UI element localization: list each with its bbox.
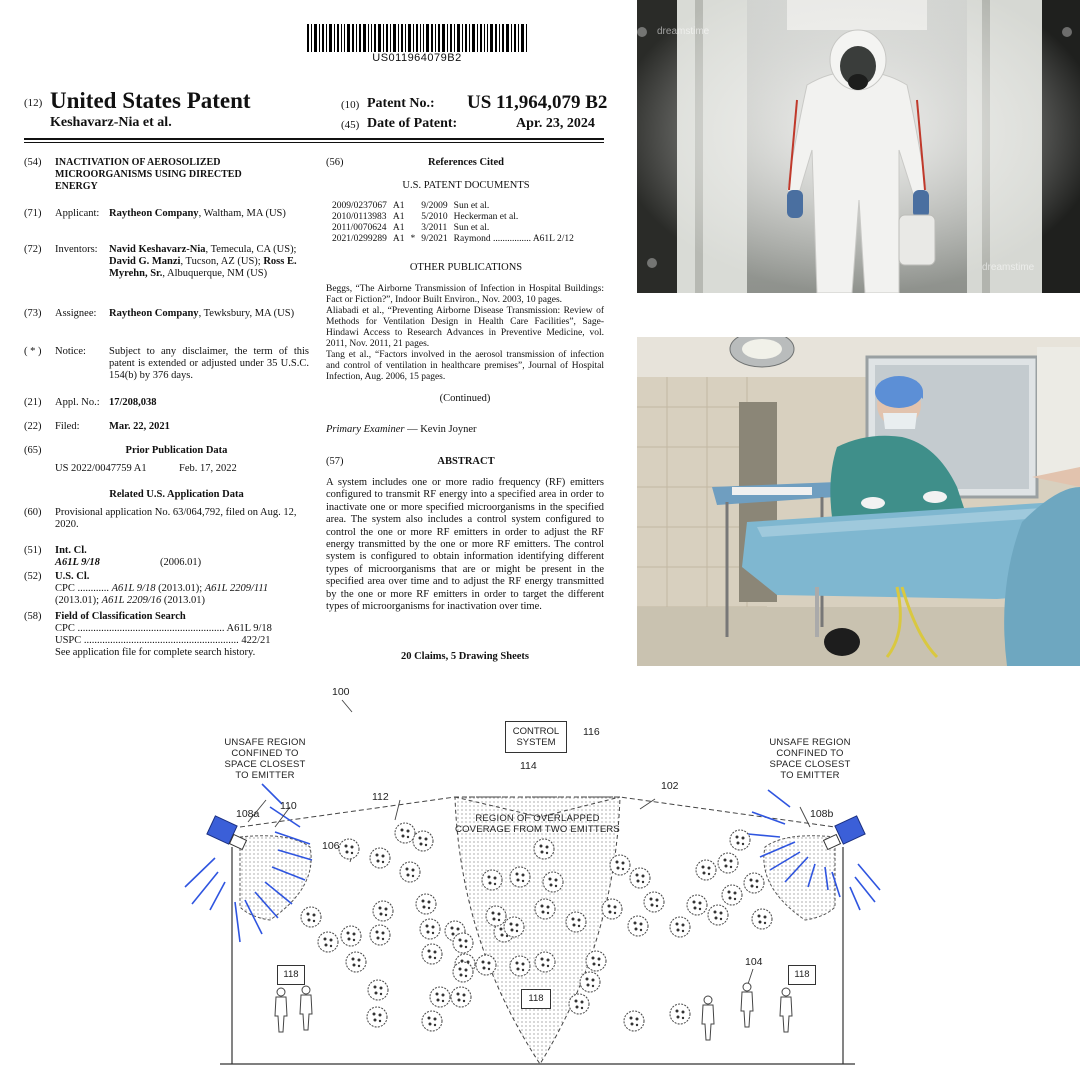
ref-star: * (410, 234, 416, 244)
hazmat-suit-photo (637, 0, 1080, 293)
patent-number: US 11,964,079 B2 (467, 92, 608, 113)
ref-108b: 108b (810, 808, 834, 820)
barcode (307, 24, 527, 52)
primary-examiner: Primary Examiner — Kevin Joyner (326, 424, 477, 435)
patent-front-page (0, 0, 636, 672)
field-21-appl-no: (21) Appl. No.: 17/208,038 (24, 397, 157, 408)
other-publications (326, 284, 604, 383)
continued-label: (Continued) (439, 393, 491, 404)
header-rule (24, 138, 604, 140)
date-of-patent: Apr. 23, 2024 (516, 116, 595, 131)
ref-row (332, 201, 580, 212)
field-72-inventors: (72) Inventors: Navid Keshavarz-Nia, Temecula, CA (US); David G. Manzi, Tucson, AZ (US); Ross E. Myrehn, Sr., Albuquerque, NM (US) (24, 244, 297, 279)
ref-kind: A1 (392, 223, 405, 233)
field-57-abstract: (57) ABSTRACT (326, 456, 495, 467)
field-51-int-cl: (51) Int. Cl. A61L 9/18 (2006.01) (24, 545, 202, 568)
code-12: (12) (24, 97, 43, 109)
ref-100: 100 (332, 686, 350, 698)
ref-kind: A1 (392, 201, 405, 211)
ref-row (332, 212, 580, 223)
control-system-box: CONTROL SYSTEM (505, 721, 567, 753)
field-65-prior-pub: (65) Prior Publication Data US 2022/0047759 A1 Feb. 17, 2022 (24, 445, 237, 474)
unsafe-region-right (764, 836, 835, 920)
other-pub-2: Aliabadi et al., “Preventing Airborne Disease Transmission: Review of Methods for Ventilation Design in Health Care Facilities”, Sage-Hindawi Access to Research Advances in Preventive Medicine, vol. 2011, Nov. 2011, 21 pages. (326, 306, 604, 349)
ref-pub: 2021/0299289 (332, 234, 387, 244)
other-pub-1: Beggs, “The Airborne Transmission of Infection in Hospital Buildings: Fact or Fiction?”, Indoor Built Environ., Nov. 2003, 10 pages. (326, 284, 604, 305)
patent-drawing (0, 672, 1080, 1080)
field-notice: ( * ) Notice: Subject to any disclaimer, the term of this patent is extended or adjusted under 35 U.S.C. 154(b) by 376 days. (24, 346, 309, 381)
ref-who: Sun et al. (453, 223, 490, 233)
us-docs-heading: U.S. PATENT DOCUMENTS (402, 180, 530, 191)
code-45: (45) (341, 119, 360, 131)
field-58-classification: (58) Field of Classification Search CPC ........................................................ A61L 9/18 USPC ........................................................... 422/21 See application file for complete search history. (24, 611, 272, 658)
watermark-text-1: dreamstime (657, 26, 710, 37)
ref-112: 112 (372, 791, 389, 803)
ref-date: 9/2021 (421, 234, 448, 244)
ref-star (411, 201, 422, 212)
inventor-short: Keshavarz-Nia et al. (50, 115, 172, 130)
ref-pub: 2010/0113983 (332, 212, 387, 222)
related-app-heading: Related U.S. Application Data (109, 489, 244, 500)
other-pub-3: Tang et al., “Factors involved in the aerosol transmission of infection and control of ventilation in healthcare premises”, Journal of Hospital Infection, Aug. 2006, 15 pages. (326, 350, 604, 382)
abstract-text: A system includes one or more radio frequency (RF) emitters configured to transmit RF energy into a specified area in order to inactivate one or more specified microorganisms in the specified area. The system also includes a control system configured to control the one or more RF emitters in order to adjust the RF energy transmitted by the one or more RF emitters. The control system is configured to obtain information identifying different types of microorganisms that are or might be present in the specified area over time and to adjust the RF energy transmitted by the one or more RF emitters in order to target the different types of microorganisms for inactivation over time. (326, 477, 604, 613)
ref-row (332, 234, 580, 245)
watermark-text-2: dreamstime (982, 262, 1035, 273)
box-118-left: 118 (277, 965, 305, 985)
ref-date: 9/2009 (421, 201, 448, 211)
field-71-applicant: (71) Applicant: Raytheon Company, Waltham, MA (US) (24, 208, 286, 219)
date-of-patent-label: Date of Patent: (367, 116, 458, 131)
other-pubs-heading: OTHER PUBLICATIONS (409, 262, 523, 273)
emitter-108a (207, 816, 247, 850)
ref-106: 106 (322, 840, 340, 852)
emitter-108b (824, 816, 866, 850)
ref-who: Sun et al. (453, 201, 490, 211)
field-73-assignee: (73) Assignee: Raytheon Company, Tewksbury, MA (US) (24, 308, 295, 319)
code-10: (10) (341, 99, 360, 111)
ref-date: 5/2010 (421, 212, 448, 222)
barcode-number: US011964079B2 (372, 52, 462, 64)
field-54-title: (54) INACTIVATION OF AEROSOLIZED MICROORGANISMS USING DIRECTED ENERGY (24, 157, 242, 192)
surgery-photo (637, 337, 1080, 666)
ref-pub: 2011/0070624 (332, 223, 387, 233)
overlap-region (455, 797, 620, 1064)
claims-summary: 20 Claims, 5 Drawing Sheets (400, 651, 530, 662)
box-118-center: 118 (521, 989, 551, 1009)
ref-kind: A1 (392, 212, 405, 222)
patent-no-label: Patent No.: (367, 96, 435, 111)
us-patent-refs (332, 201, 580, 245)
unsafe-region-right-label: UNSAFE REGION CONFINED TO SPACE CLOSEST TO EMITTER (769, 737, 851, 781)
unsafe-region-left-label: UNSAFE REGION CONFINED TO SPACE CLOSEST TO EMITTER (224, 737, 306, 781)
ref-pub: 2009/0237067 (332, 201, 387, 211)
ref-102: 102 (661, 780, 679, 792)
field-60-provisional: (60) Provisional application No. 63/064,792, filed on Aug. 12, 2020. (24, 507, 297, 530)
ref-114: 114 (520, 760, 537, 772)
field-22-filed: (22) Filed: Mar. 22, 2021 (24, 421, 170, 432)
ref-row (332, 223, 580, 234)
ref-116: 116 (583, 726, 600, 738)
ref-110: 110 (280, 800, 297, 812)
ref-who: Heckerman et al. (453, 212, 519, 222)
ref-who: Raymond ................ A61L 2/12 (453, 234, 574, 244)
ref-date: 3/2011 (421, 223, 448, 233)
ref-104: 104 (745, 956, 763, 968)
field-56-references: (56) References Cited (326, 157, 504, 168)
box-118-right: 118 (788, 965, 816, 985)
patent-heading: United States Patent (50, 88, 251, 113)
ref-108a: 108a (236, 808, 260, 820)
ref-star (411, 212, 422, 223)
overlap-region-label: REGION OF OVERLAPPED COVERAGE FROM TWO EMITTERS (455, 813, 620, 835)
field-52-us-cl: (52) U.S. Cl. CPC ............ A61L 9/18 (2013.01); A61L 2209/111 (2013.01); A61L 2209/16 (2013.01) (24, 571, 269, 606)
ref-kind: A1 (392, 234, 405, 244)
header-rule-thin (24, 142, 604, 143)
ref-star (411, 223, 422, 234)
